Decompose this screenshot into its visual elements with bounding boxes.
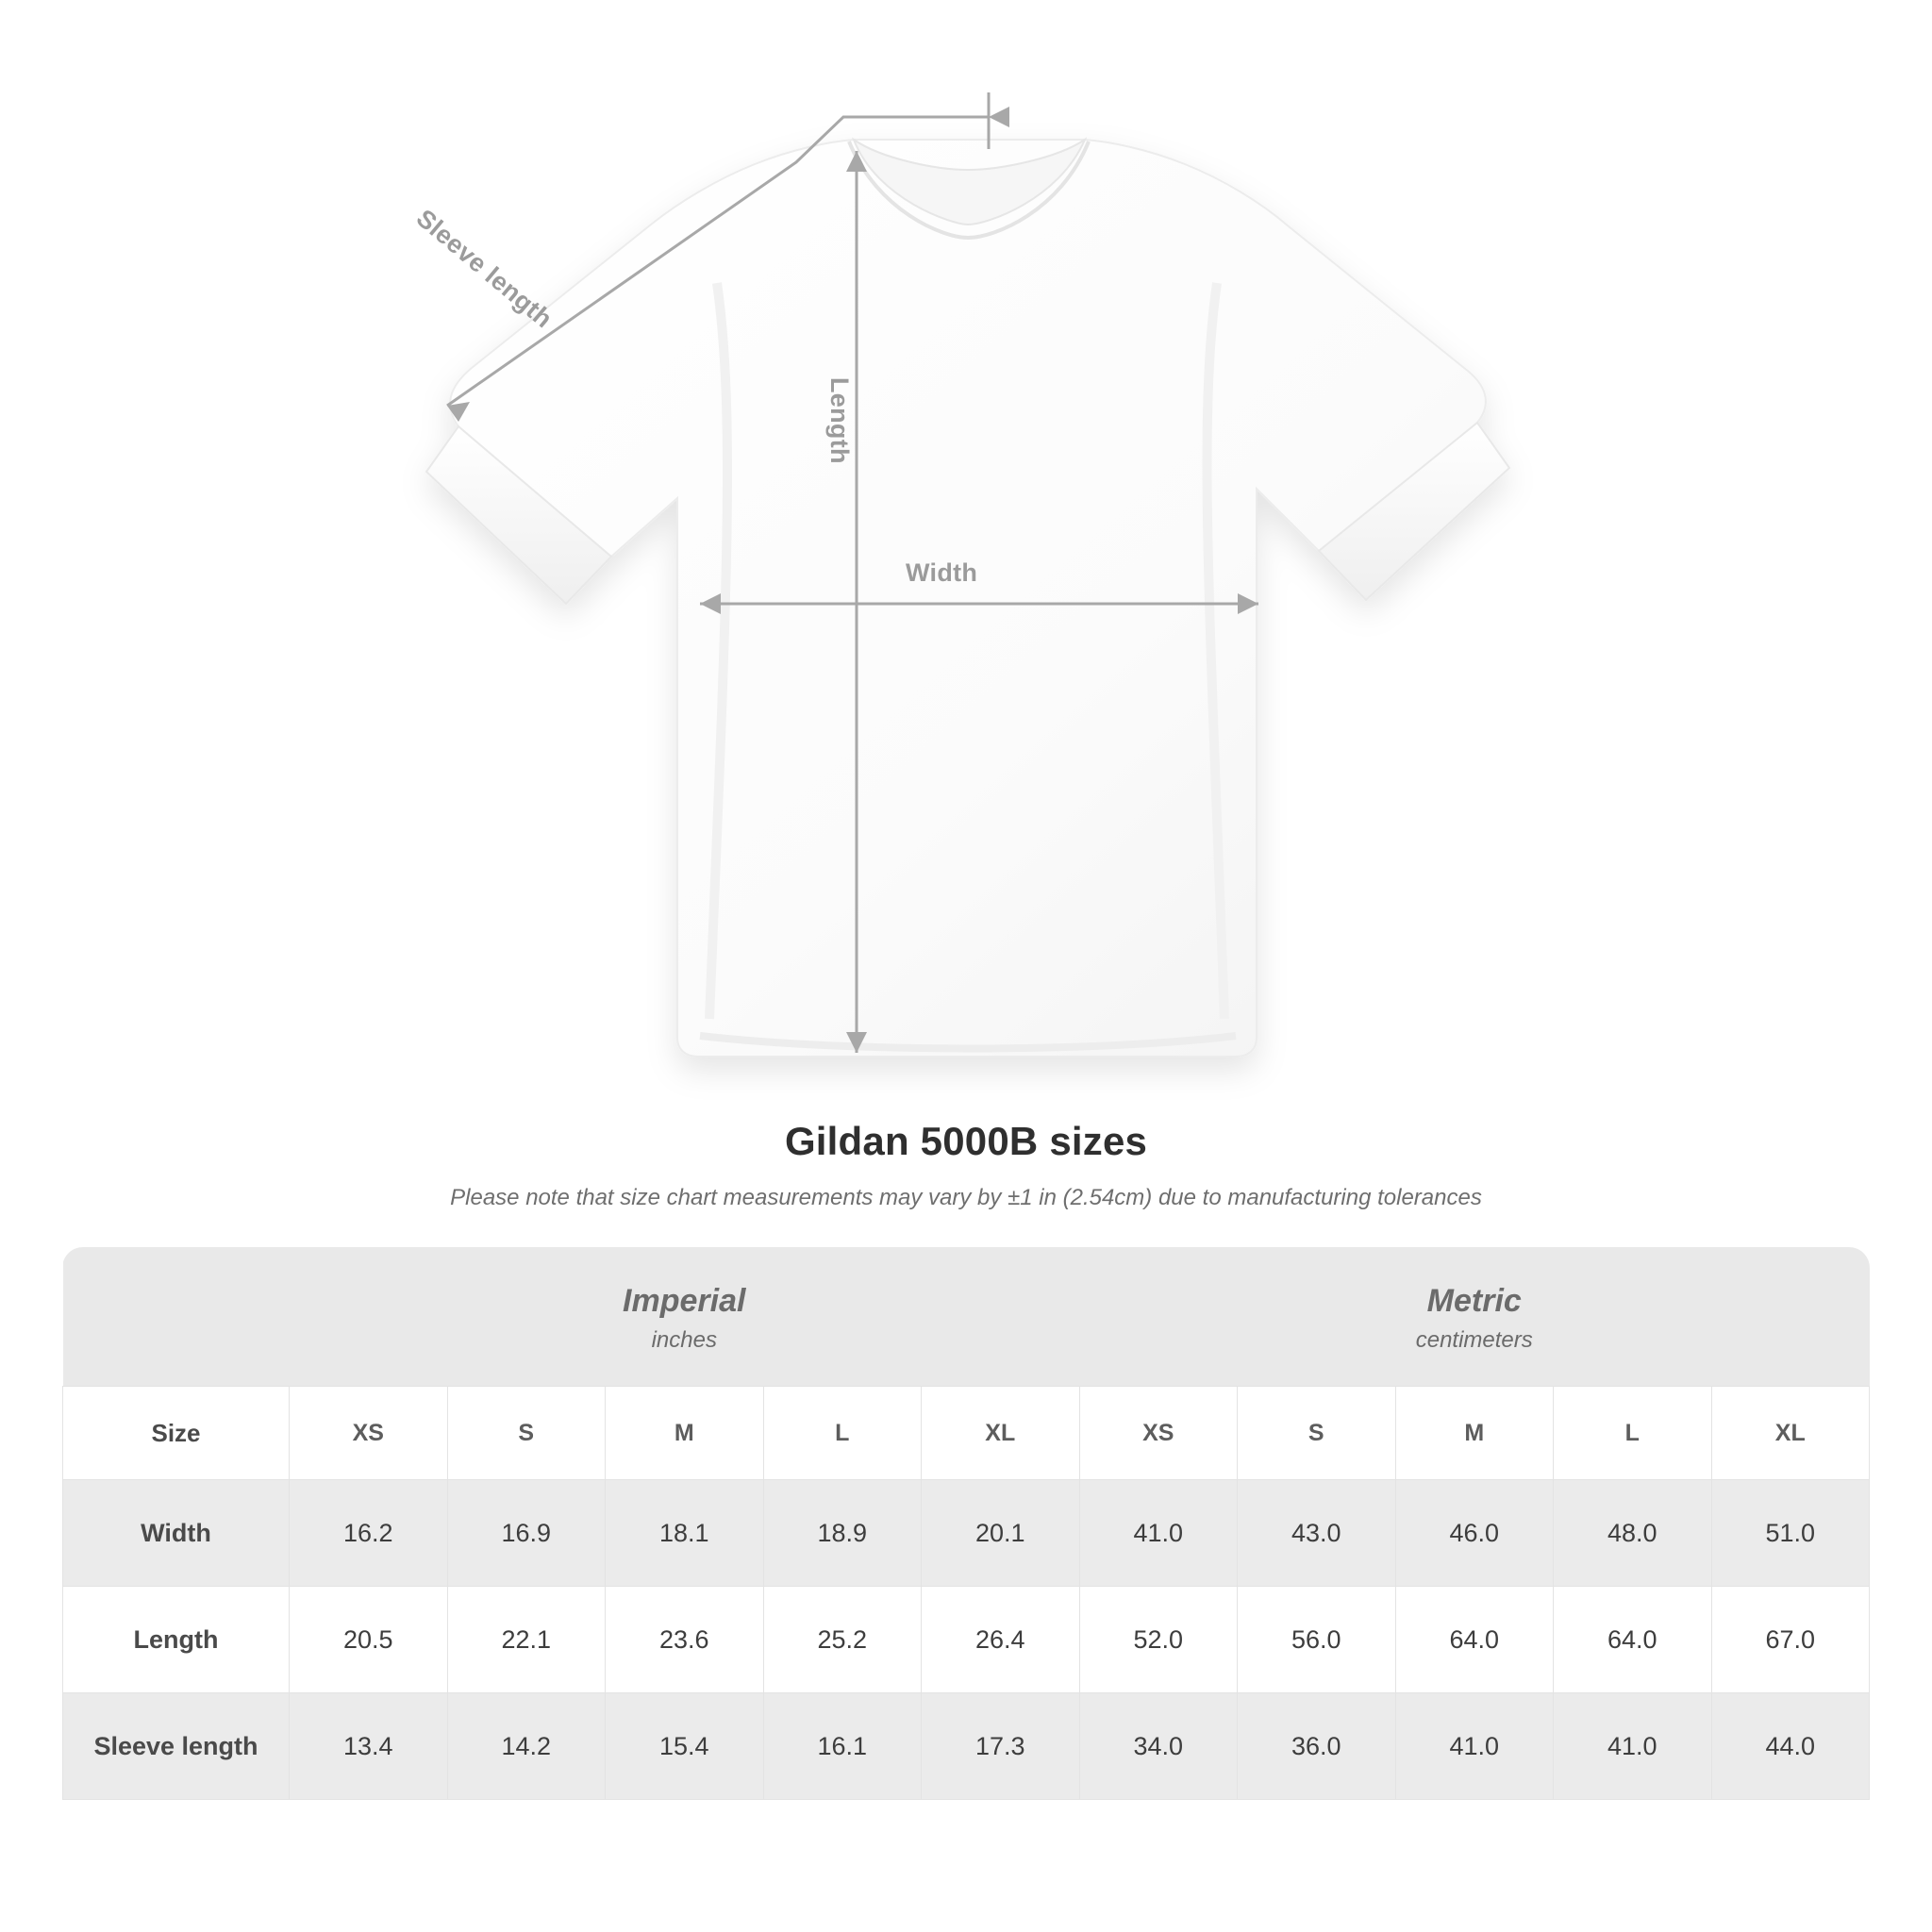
- header-size-imperial-l: L: [763, 1387, 922, 1480]
- header-size-imperial-s: S: [447, 1387, 606, 1480]
- cell-length-metric-m: 64.0: [1395, 1587, 1554, 1693]
- cell-length-imperial-xs: 20.5: [290, 1587, 448, 1693]
- cell-sleeve-metric-l: 41.0: [1554, 1693, 1712, 1800]
- cell-width-imperial-xl: 20.1: [922, 1480, 1080, 1587]
- size-table: [62, 1247, 1870, 1800]
- cell-sleeve-metric-xs: 34.0: [1079, 1693, 1238, 1800]
- cell-length-metric-xl: 67.0: [1711, 1587, 1870, 1693]
- cell-length-imperial-xl: 26.4: [922, 1587, 1080, 1693]
- cell-sleeve-imperial-m: 15.4: [606, 1693, 764, 1800]
- size-table-wrapper: [62, 1247, 1870, 1800]
- table-row: [63, 1480, 1870, 1587]
- header-size-metric-l: L: [1554, 1387, 1712, 1480]
- header-size: Size: [63, 1387, 290, 1480]
- dimension-label-sleeve-length: Sleeve length: [410, 204, 558, 334]
- header-size-imperial-m: M: [606, 1387, 764, 1480]
- cell-length-imperial-s: 22.1: [447, 1587, 606, 1693]
- cell-width-metric-l: 48.0: [1554, 1480, 1712, 1587]
- unit-group-imperial: [290, 1247, 1080, 1387]
- cell-sleeve-imperial-xl: 17.3: [922, 1693, 1080, 1800]
- cell-sleeve-imperial-s: 14.2: [447, 1693, 606, 1800]
- row-label-width: Width: [63, 1480, 290, 1587]
- header-size-metric-m: M: [1395, 1387, 1554, 1480]
- header-size-metric-xl: XL: [1711, 1387, 1870, 1480]
- cell-width-imperial-m: 18.1: [606, 1480, 764, 1587]
- cell-sleeve-metric-m: 41.0: [1395, 1693, 1554, 1800]
- table-row: [63, 1587, 1870, 1693]
- header-size-metric-xs: XS: [1079, 1387, 1238, 1480]
- unit-group-metric-sub: centimeters: [1415, 1327, 1533, 1353]
- unit-group-imperial-sub: inches: [651, 1327, 717, 1353]
- cell-sleeve-imperial-l: 16.1: [763, 1693, 922, 1800]
- heading-block: [0, 1119, 1932, 1211]
- cell-width-imperial-l: 18.9: [763, 1480, 922, 1587]
- tolerance-note: Please note that size chart measurements may vary by ±1 in (2.54cm) due to manufacturing tolerances: [450, 1185, 1482, 1210]
- dimension-label-width: Width: [906, 558, 978, 587]
- cell-width-imperial-s: 16.9: [447, 1480, 606, 1587]
- unit-group-metric-name: Metric: [1426, 1283, 1522, 1319]
- page-title: Gildan 5000B sizes: [784, 1119, 1148, 1163]
- unit-group-metric: [1079, 1247, 1870, 1387]
- header-size-imperial-xl: XL: [922, 1387, 1080, 1480]
- cell-length-metric-xs: 52.0: [1079, 1587, 1238, 1693]
- cell-width-metric-s: 43.0: [1238, 1480, 1396, 1587]
- table-header-row: [63, 1387, 1870, 1480]
- cell-length-metric-s: 56.0: [1238, 1587, 1396, 1693]
- header-size-imperial-xs: XS: [290, 1387, 448, 1480]
- cell-sleeve-imperial-xs: 13.4: [290, 1693, 448, 1800]
- cell-width-imperial-xs: 16.2: [290, 1480, 448, 1587]
- cell-width-metric-xs: 41.0: [1079, 1480, 1238, 1587]
- shirt-body: [426, 140, 1509, 1057]
- unit-group-imperial-name: Imperial: [623, 1283, 746, 1319]
- header-size-metric-s: S: [1238, 1387, 1396, 1480]
- row-label-sleeve-length: Sleeve length: [63, 1693, 290, 1800]
- cell-length-metric-l: 64.0: [1554, 1587, 1712, 1693]
- unit-group-row: [63, 1247, 1870, 1387]
- table-corner-cell: [63, 1247, 290, 1387]
- cell-length-imperial-l: 25.2: [763, 1587, 922, 1693]
- dimension-label-length: Length: [825, 377, 854, 464]
- cell-length-imperial-m: 23.6: [606, 1587, 764, 1693]
- cell-sleeve-metric-s: 36.0: [1238, 1693, 1396, 1800]
- cell-width-metric-m: 46.0: [1395, 1480, 1554, 1587]
- row-label-length: Length: [63, 1587, 290, 1693]
- cell-width-metric-xl: 51.0: [1711, 1480, 1870, 1587]
- cell-sleeve-metric-xl: 44.0: [1711, 1693, 1870, 1800]
- table-row: [63, 1693, 1870, 1800]
